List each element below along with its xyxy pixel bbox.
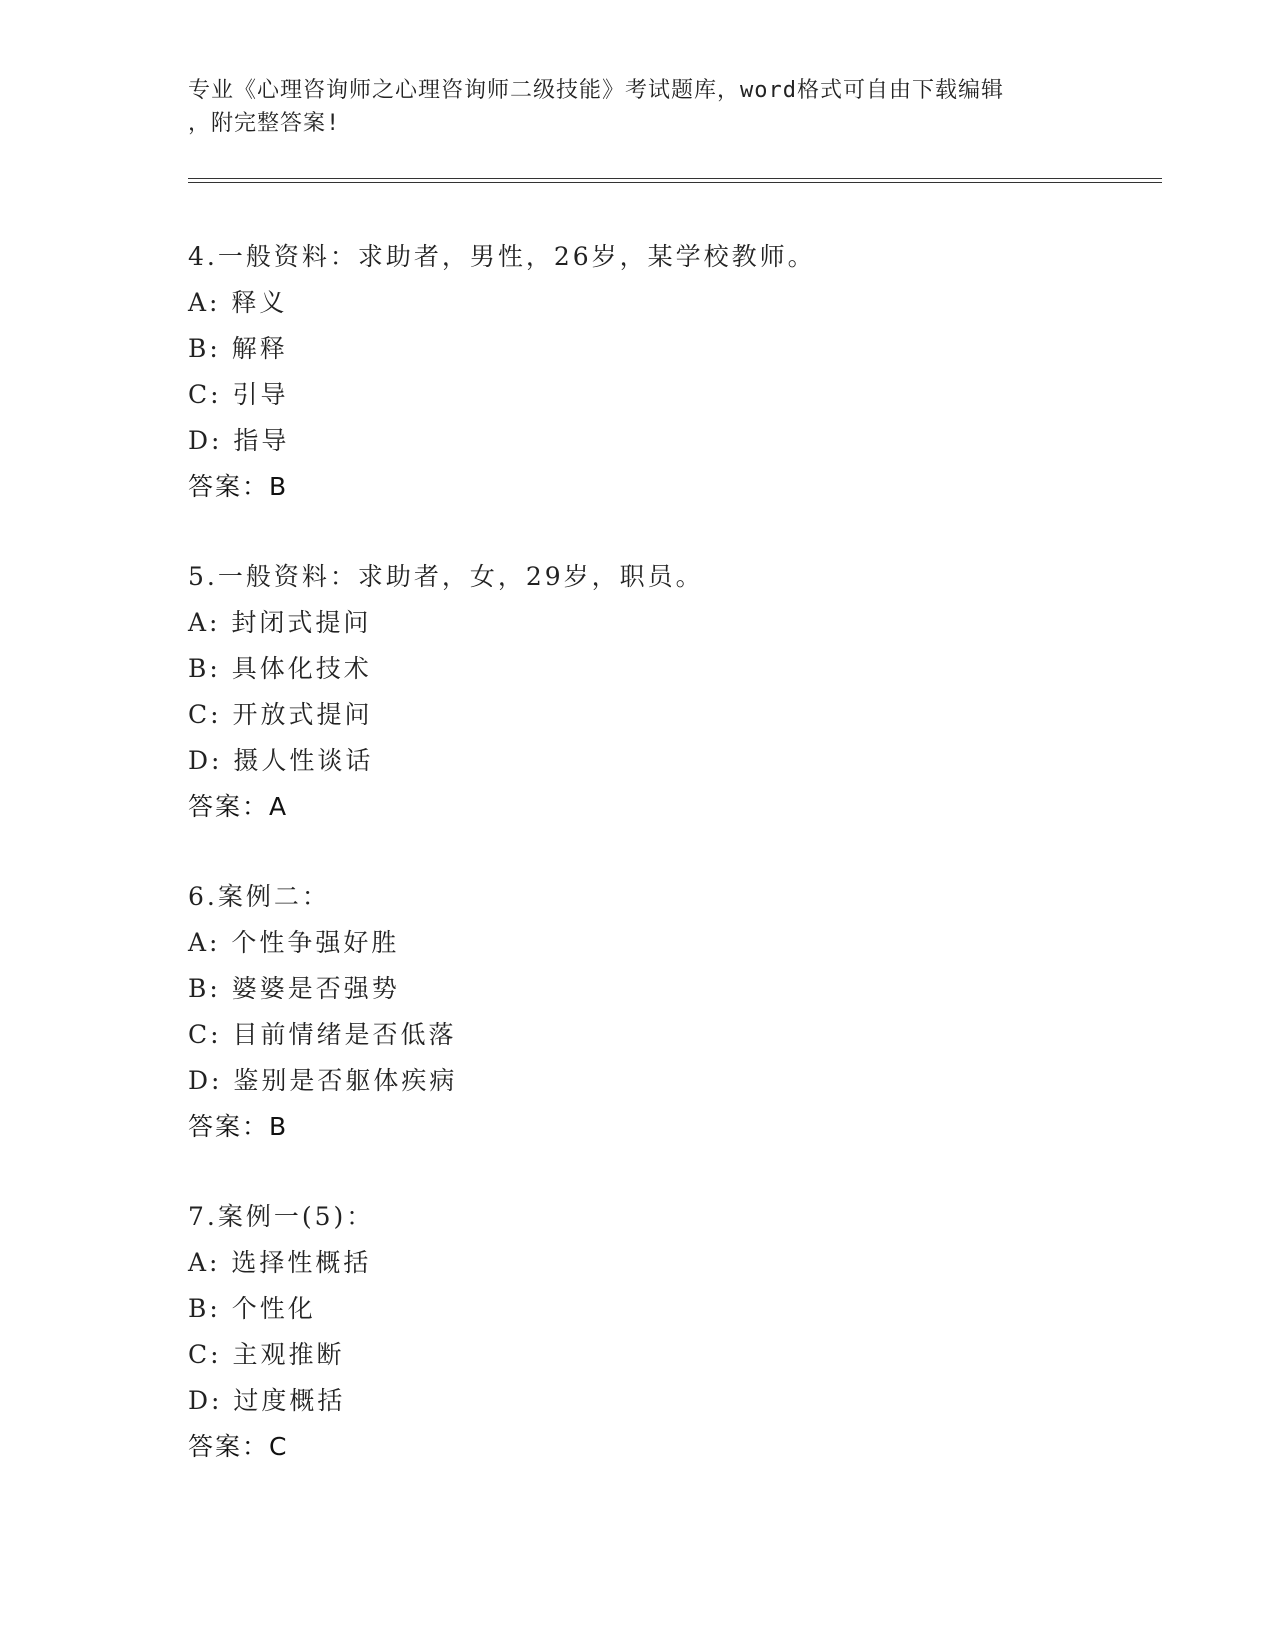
option-d: D: 鉴别是否躯体疾病 xyxy=(188,1066,458,1095)
question-6 xyxy=(188,874,1168,1150)
question-stem: 7.案例一(5)： xyxy=(188,1202,375,1231)
answer-label: 答案：A xyxy=(188,792,289,821)
question-stem: 5.一般资料：求助者，女，29岁，职员。 xyxy=(188,562,704,591)
question-4 xyxy=(188,234,1168,510)
header-line-2: ，附完整答案! xyxy=(188,111,341,136)
document-header xyxy=(188,74,1088,140)
option-b: B: 具体化技术 xyxy=(188,654,372,683)
option-c: C: 主观推断 xyxy=(188,1340,345,1369)
option-a: A: 选择性概括 xyxy=(188,1248,372,1277)
option-d: D: 摄人性谈话 xyxy=(188,746,374,775)
option-c: C: 目前情绪是否低落 xyxy=(188,1020,457,1049)
question-stem: 4.一般资料：求助者，男性，26岁，某学校教师。 xyxy=(188,242,816,271)
question-list xyxy=(188,234,1168,1514)
question-stem: 6.案例二： xyxy=(188,882,330,911)
question-5 xyxy=(188,554,1168,830)
question-7 xyxy=(188,1194,1168,1470)
option-b: B: 个性化 xyxy=(188,1294,316,1323)
option-a: A: 封闭式提问 xyxy=(188,608,372,637)
option-a: A: 释义 xyxy=(188,288,288,317)
option-c: C: 开放式提问 xyxy=(188,700,373,729)
option-b: B: 婆婆是否强势 xyxy=(188,974,400,1003)
option-d: D: 指导 xyxy=(188,426,290,455)
answer-label: 答案：B xyxy=(188,1112,289,1141)
answer-label: 答案：C xyxy=(188,1432,289,1461)
option-b: B: 解释 xyxy=(188,334,288,363)
option-a: A: 个性争强好胜 xyxy=(188,928,400,957)
answer-label: 答案：B xyxy=(188,472,289,501)
header-line-1: 专业《心理咨询师之心理咨询师二级技能》考试题库，word格式可自由下载编辑 xyxy=(188,78,1004,103)
option-d: D: 过度概括 xyxy=(188,1386,346,1415)
header-divider xyxy=(188,178,1162,183)
option-c: C: 引导 xyxy=(188,380,289,409)
